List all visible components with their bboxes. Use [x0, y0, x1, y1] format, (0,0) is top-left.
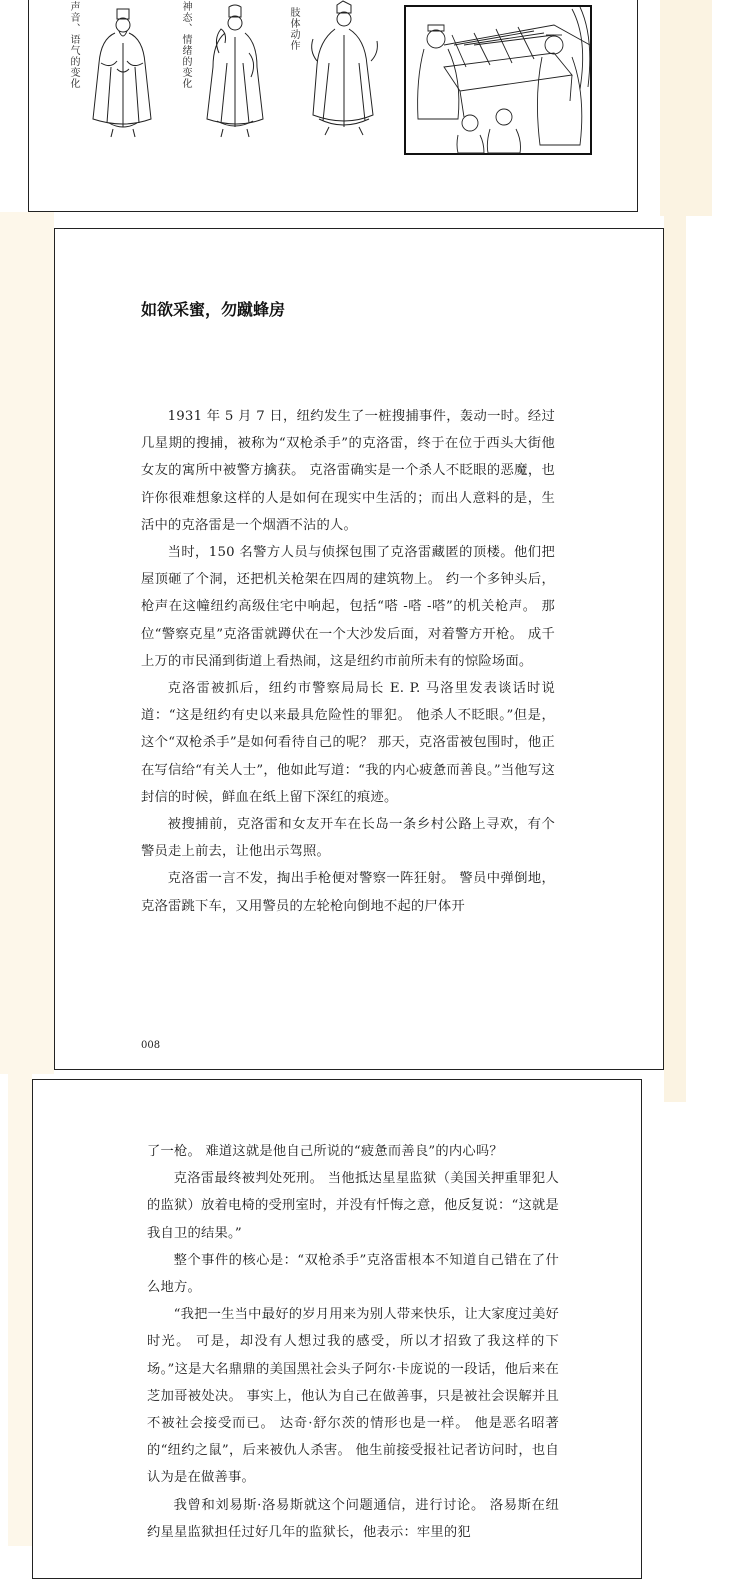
- paragraph: 克洛雷最终被判处死刑。 当他抵达星星监狱（美国关押重罪犯人的监狱）放着电椅的受刑室时，并没有忏悔之意，他反复说：“这就是我自卫的结果。”: [147, 1171, 559, 1241]
- backdrop-strip-mid-left: [0, 212, 54, 1074]
- backdrop-strip-bottom-left: [8, 1066, 32, 1546]
- paragraph: “我把一生当中最好的岁月用来为别人带来快乐，让大家度过美好时光。 可是，却没有人想过我的感受，所以才招致了我这样的下场。”这是大名鼎鼎的美国黑社会头子阿尔·卡庞说的一段话，他后来在芝加哥被处决。 事实上，他认为自己在做善事，只是被社会误解并且不被社会接受而已。 达奇·舒尔茨的情形也是一样。 他是恶名昭著的“纽约之鼠”，后来被仇人杀害。 他生前接受报社记者访问时，也自认为是在做善事。: [147, 1307, 559, 1486]
- paragraph: 我曾和刘易斯·洛易斯就这个问题通信，进行讨论。 洛易斯在纽约星星监狱担任过好几年的监狱长，他表示：牢里的犯: [147, 1497, 559, 1540]
- backdrop-strip-mid-right: [664, 216, 686, 1102]
- body-text: [141, 403, 555, 920]
- paragraph-continuation: 了一枪。 难道这就是他自己所说的“疲惫而善良”的内心吗？: [147, 1144, 503, 1159]
- body-text: [147, 1138, 559, 1546]
- figure-official-gesture: [305, 0, 383, 139]
- backdrop-strip-right: [660, 0, 712, 216]
- paragraph: 1931 年 5 月 7 日，纽约发生了一桩搜捕事件，轰动一时。经过几星期的搜捕，被称为“双枪杀手”的克洛雷，终于在位于西头大街他女友的寓所中被警方擒获。 克洛雷确实是一个杀人不眨眼的恶魔，也许你很难想象这样的人是如何在现实中生活的；而出人意料的是，生活中的克洛雷是一个烟酒不沾的人。: [141, 409, 555, 533]
- paragraph: 当时，150 名警方人员与侦探包围了克洛雷藏匿的顶楼。他们把屋顶砸了个洞，还把机关枪架在四周的建筑物上。 约一个多钟头后，枪声在这幢纽约高级住宅中响起，包括“嗒 -嗒 -嗒”的机关枪声。 那位“警察克星”克洛雷就蹲伏在一个大沙发后面，对着警方开枪。 成千上万的市民涌到街道上看热闹，这是纽约市前所未有的惊险场面。: [141, 545, 555, 669]
- court-scene-illustration: [404, 5, 592, 155]
- top-page: [28, 0, 638, 212]
- paragraph: 克洛雷被抓后，纽约市警察局局长 E. P. 马洛里发表谈话时说道：“这是纽约有史以来最具危险性的罪犯。 他杀人不眨眼。”但是，这个“双枪杀手”是如何看待自己的呢？ 那天，克洛雷被包围时，他正在写信给“有关人士”，他如此写道：“我的内心疲惫而善良。”当他写这封信的时候，鲜血在纸上留下深红的痕迹。: [141, 681, 555, 805]
- paragraph: 被搜捕前，克洛雷和女友开车在长岛一条乡村公路上寻欢，有个警员走上前去，让他出示驾照。: [141, 817, 555, 860]
- paragraph: 克洛雷一言不发，掏出手枪便对警察一阵狂射。 警员中弹倒地，克洛雷跳下车，又用警员的左轮枪向倒地不起的尸体开: [141, 871, 555, 914]
- caption-voice: 声音、语气的变化: [68, 1, 79, 89]
- caption-expression: 神态、情绪的变化: [180, 1, 191, 89]
- paragraph: 整个事件的核心是：“双枪杀手”克洛雷根本不知道自己错在了什么地方。: [147, 1252, 559, 1296]
- bottom-page: [32, 1079, 642, 1579]
- caption-gesture: 肢体动作: [288, 7, 299, 51]
- figure-official-voice: [87, 3, 157, 139]
- section-heading: 如欲采蜜，勿蹴蜂房: [141, 300, 286, 319]
- figure-official-expression: [199, 3, 269, 139]
- page-number: 008: [141, 1040, 161, 1051]
- middle-page: [54, 228, 664, 1070]
